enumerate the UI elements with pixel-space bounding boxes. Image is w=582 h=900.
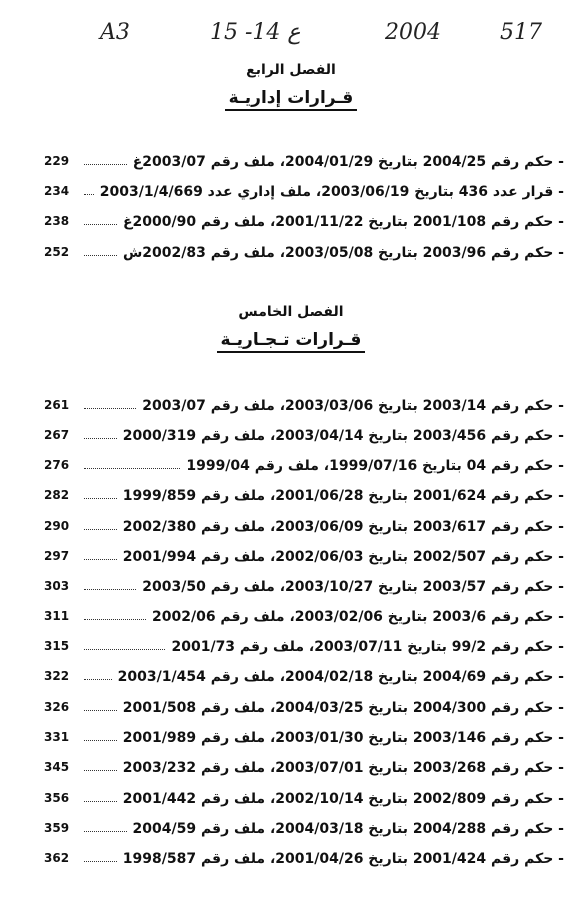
chapter4-heading-text: قـرارات إداريـة (225, 88, 358, 111)
entry-text: - حكم رقم 2004/25 بتاريخ 2004/01/29، ملف رقم 2003/07غ (132, 154, 564, 170)
entry-text: - حكم رقم 2003/456 بتاريخ 2003/04/14، ملف رقم 2000/319 (122, 428, 564, 444)
dot-leader (84, 649, 165, 650)
page-number: 290 (44, 519, 70, 533)
page-number: 261 (44, 398, 70, 412)
entry-text: - حكم رقم 2002/507 بتاريخ 2002/06/03، ملف رقم 2001/994 (122, 549, 564, 565)
toc-entry[interactable] (44, 633, 564, 655)
toc-entry[interactable] (44, 513, 564, 535)
toc-entry[interactable] (44, 178, 564, 200)
page-number: 356 (44, 791, 70, 805)
dot-leader (84, 770, 117, 771)
chapter5-heading-text: قـرارات تـجـاريـة (217, 330, 366, 353)
entry-text: - حكم رقم 2003/617 بتاريخ 2003/06/09، ملف رقم 2002/380 (122, 519, 564, 535)
entry-text: - حكم رقم 2001/108 بتاريخ 2001/11/22، ملف رقم 2000/90غ (122, 214, 564, 230)
toc-entry[interactable] (44, 754, 564, 776)
dot-leader (84, 831, 127, 832)
dot-leader (84, 679, 112, 680)
page-number: 252 (44, 245, 70, 259)
entry-text: - حكم رقم 2004/69 بتاريخ 2004/02/18، ملف رقم 2003/1/454 (117, 669, 564, 685)
page-number: 345 (44, 760, 70, 774)
entry-text: - حكم رقم 2003/96 بتاريخ 2003/05/08، ملف رقم 2002/83ش (122, 245, 564, 261)
dot-leader (84, 861, 117, 862)
page-number: 282 (44, 488, 70, 502)
dot-leader (84, 589, 136, 590)
page-number: 267 (44, 428, 70, 442)
toc-entry[interactable] (44, 815, 564, 837)
entry-text: - حكم رقم 2002/809 بتاريخ 2002/10/14، ملف رقم 2001/442 (122, 791, 564, 807)
entry-text: - حكم رقم 2003/268 بتاريخ 2003/07/01، ملف رقم 2003/232 (122, 760, 564, 776)
handwritten-header (0, 12, 582, 56)
dot-leader (84, 559, 117, 560)
entry-text: - حكم رقم 2003/57 بتاريخ 2003/10/27، ملف رقم 2003/50 (142, 579, 564, 595)
toc-entry[interactable] (44, 392, 564, 414)
entry-text: - حكم رقم 2001/424 بتاريخ 2001/04/26، ملف رقم 1998/587 (122, 851, 564, 867)
toc-entry[interactable] (44, 543, 564, 565)
dot-leader (84, 438, 117, 439)
toc-entry[interactable] (44, 603, 564, 625)
entry-text: - حكم رقم 2004/288 بتاريخ 2004/03/18، ملف رقم 2004/59 (132, 821, 564, 837)
entry-text: - حكم رقم 2004/300 بتاريخ 2004/03/25، ملف رقم 2001/508 (122, 700, 564, 716)
page-number: 315 (44, 639, 70, 653)
entry-text: - حكم رقم 2003/14 بتاريخ 2003/03/06، ملف رقم 2003/07 (142, 398, 564, 414)
toc-entry[interactable] (44, 845, 564, 867)
toc-entry[interactable] (44, 482, 564, 504)
toc-entry[interactable] (44, 208, 564, 230)
dot-leader (84, 194, 94, 195)
page-number: 359 (44, 821, 70, 835)
page-number: 331 (44, 730, 70, 744)
dot-leader (84, 619, 146, 620)
toc-entry[interactable] (44, 663, 564, 685)
dot-leader (84, 255, 117, 256)
dot-leader (84, 529, 117, 530)
toc-entry[interactable] (44, 694, 564, 716)
toc-entry[interactable] (44, 452, 564, 474)
chapter4-title: الفصل الرابع (246, 62, 336, 78)
dot-leader (84, 498, 117, 499)
handwritten-note-c: 2004 (385, 20, 441, 45)
dot-leader (84, 801, 117, 802)
handwritten-note-b: 15 -14 ع (210, 20, 301, 45)
page-number: 362 (44, 851, 70, 865)
chapter5-heading (0, 330, 582, 353)
page-number: 276 (44, 458, 70, 472)
dot-leader (84, 740, 117, 741)
page-number: 326 (44, 700, 70, 714)
page-number: 238 (44, 214, 70, 228)
entry-text: - حكم رقم 99/2 بتاريخ 2003/07/11، ملف رقم 2001/73 (171, 639, 564, 655)
toc-entry[interactable] (44, 785, 564, 807)
toc-entry[interactable] (44, 239, 564, 261)
entry-text: - حكم رقم 2001/624 بتاريخ 2001/06/28، ملف رقم 1999/859 (122, 488, 564, 504)
chapter5-title: الفصل الخامس (238, 304, 344, 320)
page-number: 297 (44, 549, 70, 563)
entry-text: - قرار عدد 436 بتاريخ 2003/06/19، ملف إداري عدد 2003/1/4/669 (99, 184, 564, 200)
page-number: 311 (44, 609, 70, 623)
handwritten-note-d: 517 (500, 20, 542, 45)
dot-leader (84, 710, 117, 711)
dot-leader (84, 164, 127, 165)
chapter4-heading (0, 88, 582, 111)
entry-text: - حكم رقم 2003/6 بتاريخ 2003/02/06، ملف رقم 2002/06 (152, 609, 564, 625)
dot-leader (84, 224, 117, 225)
page-number: 229 (44, 154, 70, 168)
entry-text: - حكم رقم 2003/146 بتاريخ 2003/01/30، ملف رقم 2001/989 (122, 730, 564, 746)
page-number: 234 (44, 184, 70, 198)
toc-entry[interactable] (44, 724, 564, 746)
handwritten-note-a: A3 (100, 20, 130, 45)
entry-text: - حكم رقم 04 بتاريخ 1999/07/16، ملف رقم 1999/04 (186, 458, 564, 474)
page-number: 303 (44, 579, 70, 593)
dot-leader (84, 408, 136, 409)
dot-leader (84, 468, 180, 469)
page-number: 322 (44, 669, 70, 683)
toc-entry[interactable] (44, 422, 564, 444)
toc-entry[interactable] (44, 573, 564, 595)
toc-entry[interactable] (44, 148, 564, 170)
